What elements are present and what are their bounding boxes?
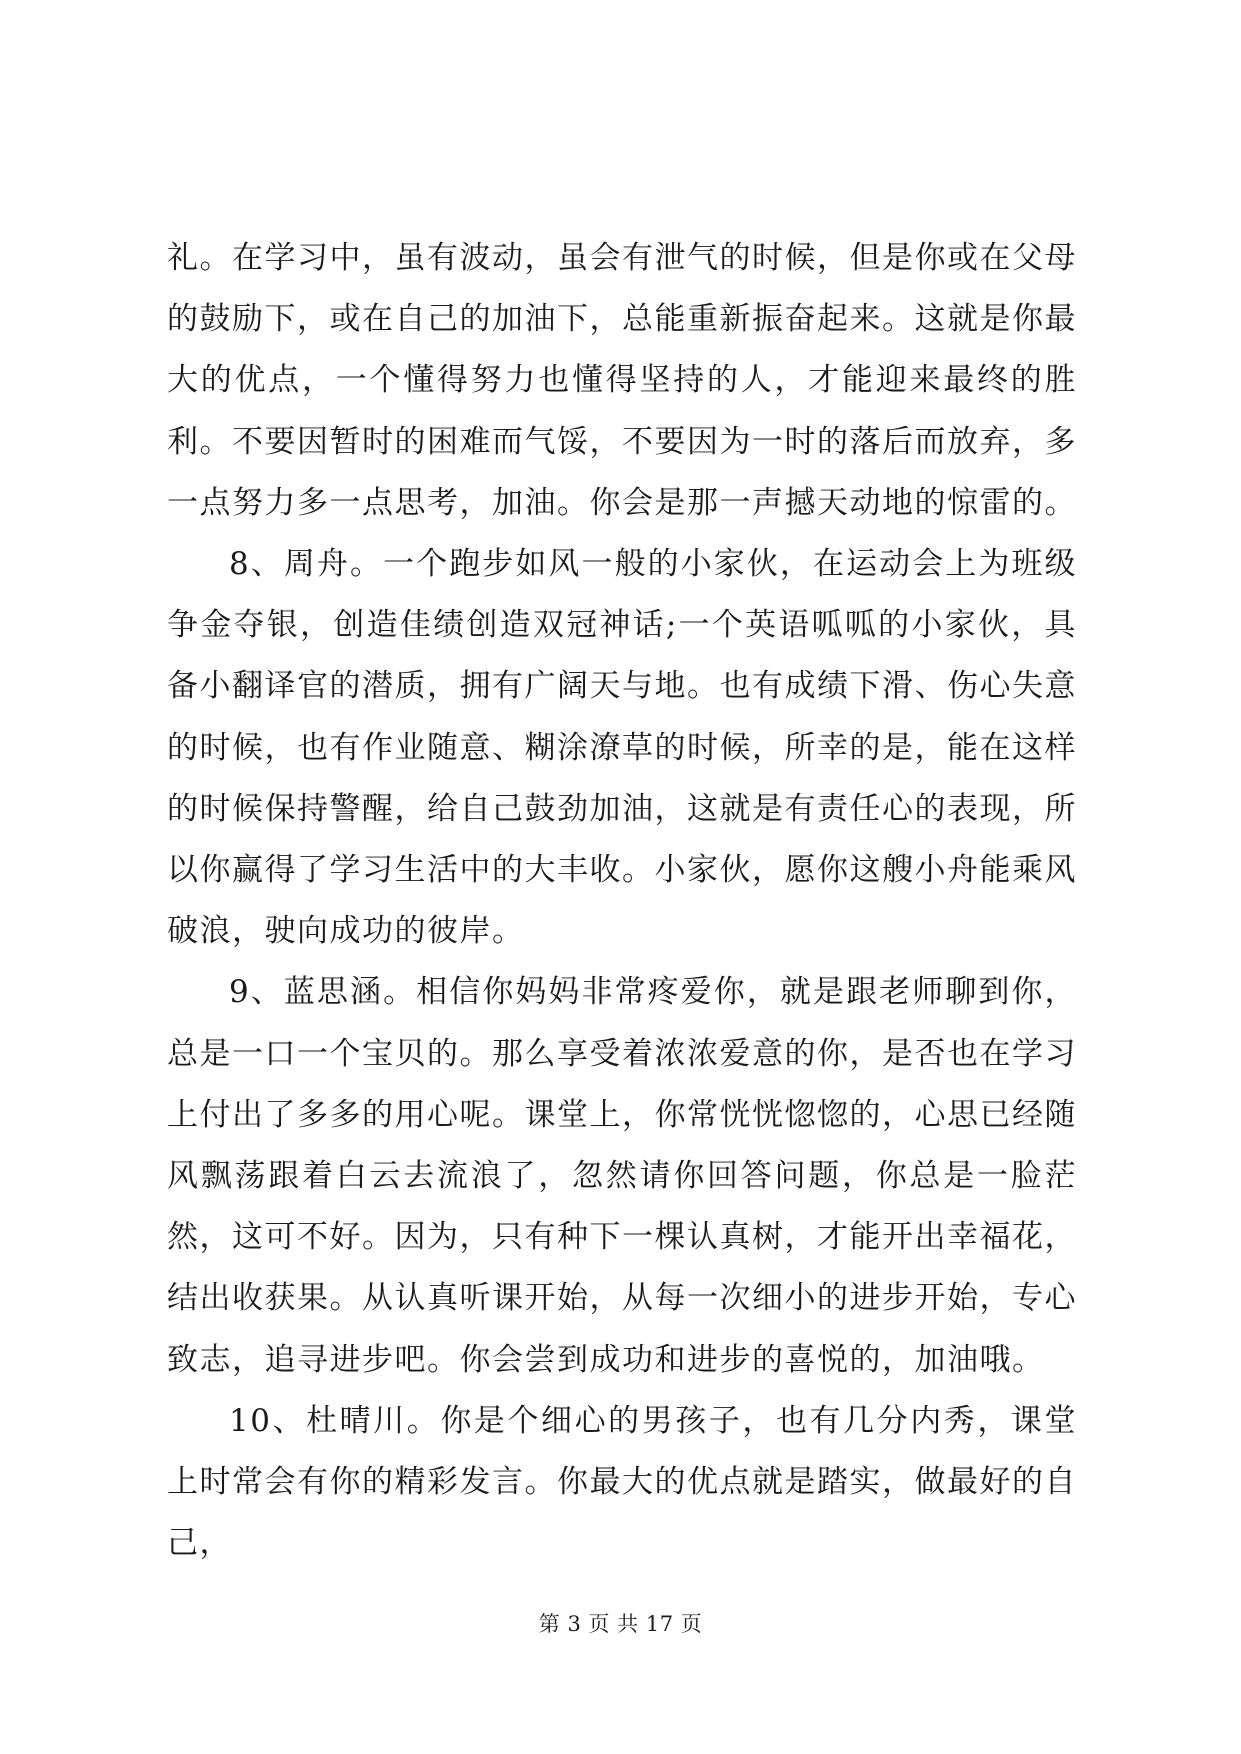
paragraph-continuation: 礼。在学习中，虽有波动，虽会有泄气的时候，但是你或在父母的鼓励下，或在自己的加油下，总能重新振奋起来。这就是你最大的优点，一个懂得努力也懂得坚持的人，才能迎来最终的胜利。不要因暂时的困难而气馁，不要因为一时的落后而放弃，多一点努力多一点思考，加油。你会是那一声撼天动地的惊雷的。 (167, 240, 1077, 521)
document-body (167, 228, 1077, 1574)
paragraph-comment-10: 10、杜晴川。你是个细心的男孩子，也有几分内秀，课堂上时常会有你的精彩发言。你最大的优点就是踏实，做最好的自己， (167, 1402, 1077, 1562)
paragraph-comment-9: 9、蓝思涵。相信你妈妈非常疼爱你，就是跟老师聊到你，总是一口一个宝贝的。那么享受着浓浓爱意的你，是否也在学习上付出了多多的用心呢。课堂上，你常恍恍惚惚的，心思已经随风飘荡跟着白云去流浪了，忽然请你回答问题，你总是一脸茫然，这可不好。因为，只有种下一棵认真树，才能开出幸福花，结出收获果。从认真听课开始，从每一次细小的进步开始，专心致志，追寻进步吧。你会尝到成功和进步的喜悦的，加油哦。 (167, 974, 1077, 1378)
paragraph-comment-8: 8、周舟。一个跑步如风一般的小家伙，在运动会上为班级争金夺银，创造佳绩创造双冠神话;一个英语呱呱的小家伙，具备小翻译官的潜质，拥有广阔天与地。也有成绩下滑、伤心失意的时候，也有作业随意、糊涂潦草的时候，所幸的是，能在这样的时候保持警醒，给自己鼓劲加油，这就是有责任心的表现，所以你赢得了学习生活中的大丰收。小家伙，愿你这艘小舟能乘风破浪，驶向成功的彼岸。 (167, 546, 1077, 950)
page-number-footer: 第 3 页 共 17 页 (538, 1612, 703, 1636)
